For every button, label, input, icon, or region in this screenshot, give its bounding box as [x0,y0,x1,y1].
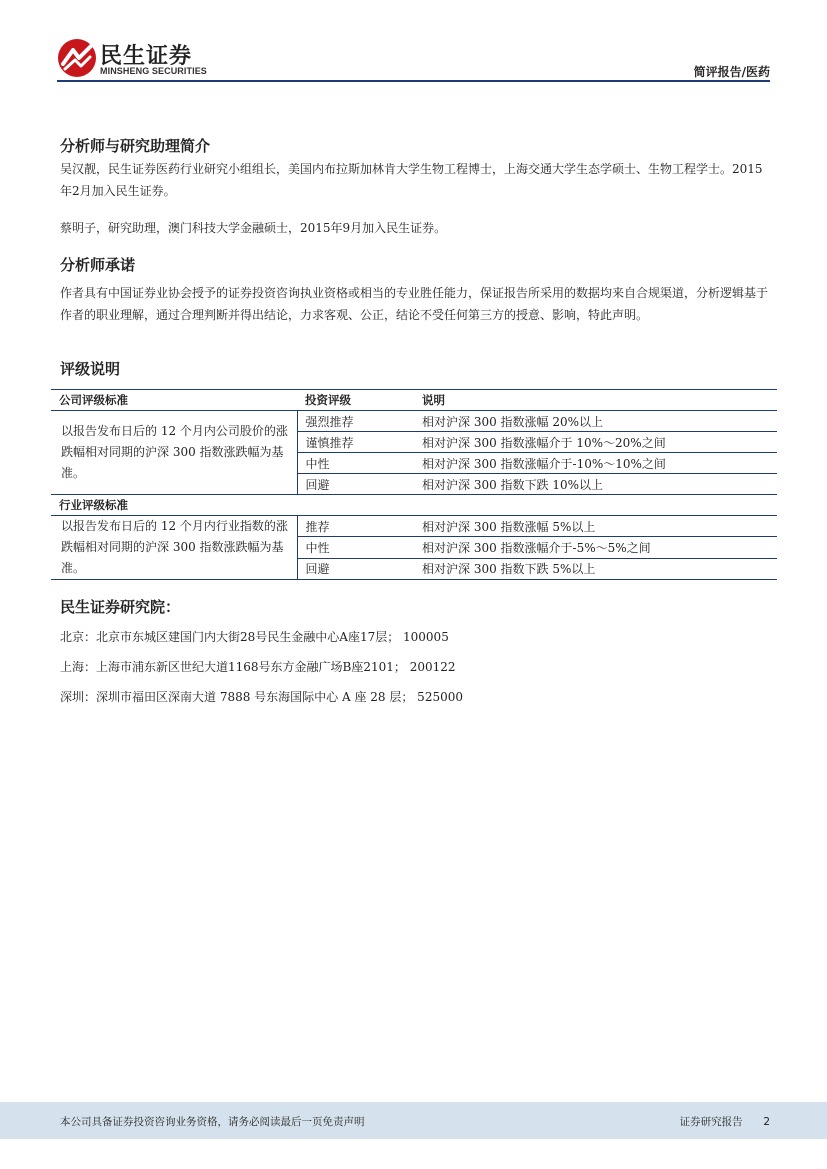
company-standard-text: 以报告发布日后的 12 个月内公司股价的涨跌幅相对同期的沪深 300 指数涨跌幅为基准。 [51,411,297,495]
industry-standard-header: 行业评级标准 [51,495,297,516]
rating-table [51,389,777,580]
page-header [0,0,827,95]
page-number: 2 [763,1116,770,1128]
footer-right [680,1114,770,1129]
report-category: 简评报告/医药 [693,65,770,79]
header-rule [57,80,770,82]
industry-standard-text: 以报告发布日后的 12 个月内行业指数的涨跌幅相对同期的沪深 300 指数涨跌幅为基准。 [51,516,297,580]
table-row [51,411,777,432]
rating-description: 相对沪深 300 指数涨幅介于-5%～5%之间 [414,537,777,558]
rating-label: 回避 [297,474,414,495]
rating-label: 强烈推荐 [297,411,414,432]
shanghai-address: 上海：上海市浦东新区世纪大道1168号东方金融广场B座2101； 200122 [60,660,456,674]
analyst-bio-1: 吴汉靓，民生证券医药行业研究小组组长，美国内布拉斯加林肯大学生物工程博士，上海交通大学生态学硕士、生物工程学士。2015年2月加入民生证券。 [60,162,763,198]
beijing-address: 北京：北京市东城区建国门内大街28号民生金融中心A座17层； 100005 [60,630,449,644]
commitment-text: 作者具有中国证券业协会授予的证券投资咨询执业资格或相当的专业胜任能力，保证报告所采用的数据均来自合规渠道，分析逻辑基于作者的职业理解，通过合理判断并得出结论，力求客观、公正，结论不受任何第三方的授意、影响，特此声明。 [60,286,769,322]
rating-description: 相对沪深 300 指数涨幅介于-10%～10%之间 [414,453,777,474]
minsheng-logo [57,38,217,80]
rating-description: 相对沪深 300 指数下跌 10%以上 [414,474,777,495]
analyst-section-title: 分析师与研究助理简介 [60,137,211,155]
page-footer [0,1102,827,1139]
footer-disclaimer: 本公司具备证券投资咨询业务资格，请务必阅读最后一页免责声明 [60,1116,365,1128]
rating-description: 相对沪深 300 指数涨幅介于 10%～20%之间 [414,432,777,453]
description-column-header: 说明 [414,390,777,411]
rating-label: 中性 [297,537,414,558]
rating-label: 回避 [297,558,414,579]
analyst-bio-2: 蔡明子，研究助理，澳门科技大学金融硕士，2015年9月加入民生证券。 [60,221,447,235]
rating-label: 推荐 [297,516,414,537]
rating-section-title: 评级说明 [60,360,121,378]
company-standard-header: 公司评级标准 [51,390,297,411]
commitment-section-title: 分析师承诺 [60,256,136,274]
logo-english-name: MINSHENG SECURITIES [100,66,207,76]
logo-chinese-name: 民生证券 [100,44,193,69]
shenzhen-address: 深圳：深圳市福田区深南大道 7888 号东海国际中心 A 座 28 层； 525000 [60,690,463,704]
rating-description: 相对沪深 300 指数下跌 5%以上 [414,558,777,579]
rating-column-header: 投资评级 [297,390,414,411]
rating-label: 谨慎推荐 [297,432,414,453]
table-row [51,516,777,537]
institute-section-title: 民生证券研究院： [60,598,181,616]
footer-report-type: 证券研究报告 [679,1116,743,1128]
rating-label: 中性 [297,453,414,474]
industry-rating-header-row [51,495,777,516]
company-rating-header-row [51,390,777,411]
minsheng-logo-icon [57,38,97,78]
rating-description: 相对沪深 300 指数涨幅 5%以上 [414,516,777,537]
rating-description: 相对沪深 300 指数涨幅 20%以上 [414,411,777,432]
